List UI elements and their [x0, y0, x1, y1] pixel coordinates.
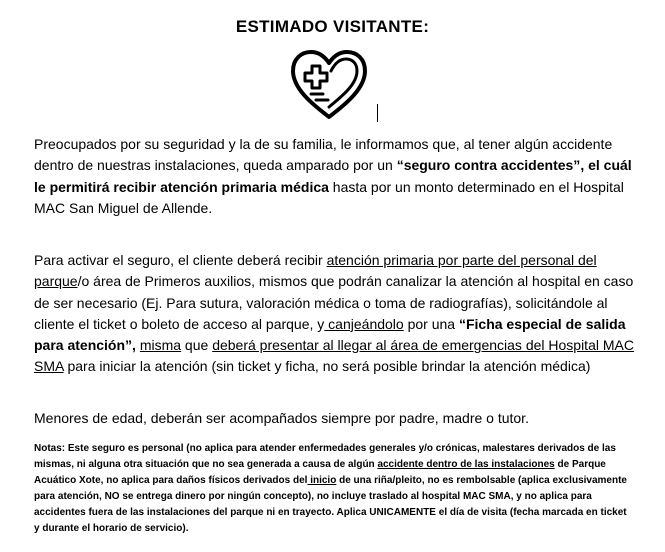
- p2-text-end: para iniciar la atención (sin ticket y ficha, no será posible brindar la atención médica): [63, 358, 591, 375]
- heart-medical-cross-icon: [289, 49, 369, 121]
- p2-underlined-present: deberá presentar al llegar al área de emergencias del Hospital MAC SMA: [34, 337, 634, 375]
- p1-text: Preocupados por su seguridad y la de su familia, le informamos que, al tener algún accidente dentro de nuestras instalaciones, queda amparado por un: [34, 136, 613, 174]
- notes-underlined-accident: accidente dentro de las instalaciones: [377, 459, 555, 470]
- notes-text-end: de una riña/pleito, no es rembolsable (aplica exclusivamente para atención, NO se entrega dinero por ningún concepto), no incluye traslado al hospital MAC SMA, y no aplica para accidentes fuera de las instalaciones del parque ni en trayecto. Aplica UNICAMENTE el día de visita (fecha marcada en ticket y durante el horario de servicio).: [34, 475, 627, 534]
- p1-text-comma: , el cuál le permitirá recibir: [34, 157, 632, 195]
- text-cursor: [377, 104, 378, 122]
- paragraph-minors: Menores de edad, deberán ser acompañados siempre por padre, madre o tutor.: [34, 410, 529, 426]
- p1-bold-insurance: “seguro contra accidentes”: [396, 157, 581, 174]
- paragraph-insurance-info: [34, 134, 634, 219]
- p2-text-que: que: [181, 337, 213, 354]
- p2-text-por-una: por una: [403, 315, 459, 332]
- p1-text-end: hasta por un monto determinado en el Hospital MAC San Miguel de Allende.: [34, 178, 624, 216]
- p1-bold-attention: atención primaria médica: [160, 178, 329, 195]
- p2-underlined-primary-care: atención primaria por parte del personal del parque: [34, 252, 597, 290]
- page-title: ESTIMADO VISITANTE:: [235, 17, 430, 36]
- p2-text: Para activar el seguro, el cliente deberá recibir: [34, 252, 327, 268]
- p2-underlined-misma: misma: [139, 337, 182, 354]
- notes-text-mid: de Parque Acuático Xote, no aplica para daños físicos derivados del: [34, 459, 606, 486]
- notes-text: Notas: Este seguro es personal (no aplica para atender enfermedades generales y/o crónicas, malestares derivados de las mismas, ni alguna otra situación que no sea generada a causa de algún: [34, 443, 616, 470]
- p2-underlined-exchange: canjeándolo: [324, 315, 404, 332]
- p2-text-mid: /o área de Primeros auxilios, mismos que podrán canalizar la atención al hospital en caso de ser necesario (Ej. Para sutura, valoración médica o toma de radiografías), solicitándole al cliente el ticket o boleto de acceso al parque, y: [34, 273, 634, 332]
- paragraph-activation: [34, 250, 634, 378]
- p2-bold-ficha: “Ficha especial de salida para atención”: [34, 315, 626, 354]
- p2-comma: ,: [132, 337, 140, 354]
- notes-section: [34, 441, 630, 537]
- notes-underlined-inicio: inicio: [307, 475, 337, 486]
